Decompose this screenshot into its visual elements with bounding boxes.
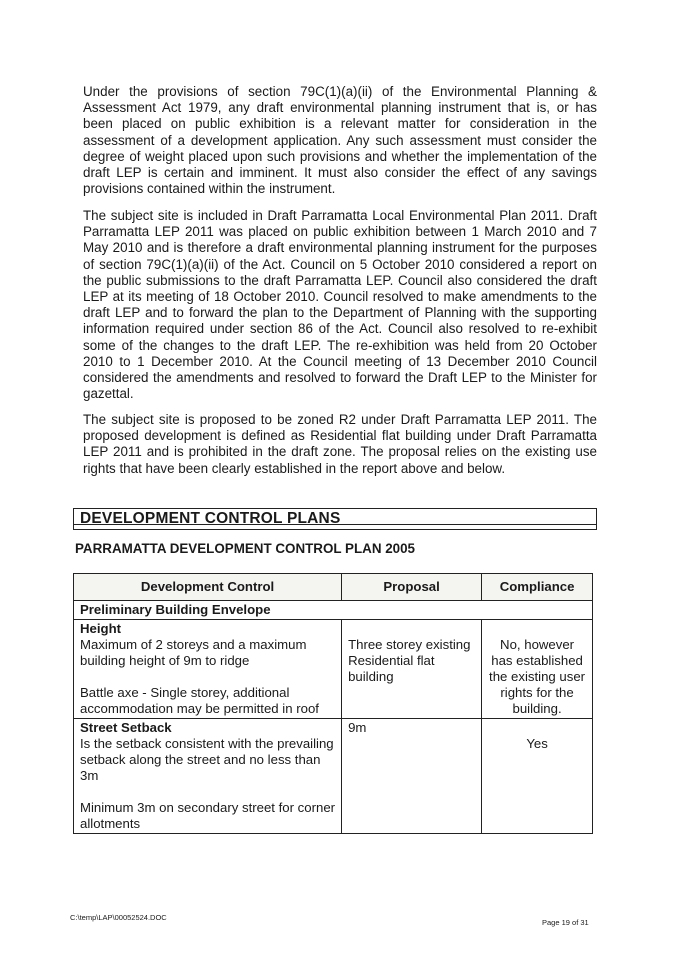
compliance-cell bbox=[482, 719, 593, 834]
proposal-cell bbox=[342, 719, 482, 834]
development-control-table bbox=[73, 573, 593, 834]
table-row bbox=[74, 620, 593, 719]
control-text: Is the setback consistent with the prevailing setback along the street and no less than 3m bbox=[80, 736, 334, 783]
compliance-text: No, however has established the existing user rights for the building. bbox=[489, 637, 586, 716]
row-title: Height bbox=[80, 621, 122, 636]
table-row bbox=[74, 719, 593, 834]
dcp-subheading: PARRAMATTA DEVELOPMENT CONTROL PLAN 2005 bbox=[75, 541, 415, 556]
control-text: Minimum 3m on secondary street for corner allotments bbox=[80, 800, 336, 831]
proposal-text: Three storey existing Residential flat building bbox=[348, 637, 471, 684]
section-title: DEVELOPMENT CONTROL PLANS bbox=[80, 510, 341, 527]
table-subsection-row bbox=[74, 601, 593, 620]
header-compliance: Compliance bbox=[482, 574, 593, 601]
subsection-label: Preliminary Building Envelope bbox=[74, 601, 593, 620]
row-title: Street Setback bbox=[80, 720, 172, 735]
header-proposal: Proposal bbox=[342, 574, 482, 601]
proposal-text: 9m bbox=[348, 720, 367, 735]
proposal-cell bbox=[342, 620, 482, 719]
footer-file-path: C:\temp\LAP\00052524.DOC bbox=[70, 913, 167, 922]
compliance-cell bbox=[482, 620, 593, 719]
header-development-control: Development Control bbox=[74, 574, 342, 601]
paragraph-zoning: The subject site is proposed to be zoned R2 under Draft Parramatta LEP 2011. The proposed development is defined as Residential flat building under Draft Parramatta LEP 2011 and is prohibited in the draft zone. The proposal relies on the existing use rights that have been clearly established in the report above and below. bbox=[83, 412, 597, 476]
paragraph-draft-epi-provisions: Under the provisions of section 79C(1)(a)(ii) of the Environmental Planning & Assessment Act 1979, any draft environmental planning instrument that is, or has been placed on public exhibition is a relevant matter for consideration in the assessment of a development application. Any such assessment must consider the degree of weight placed upon such provisions and whether the implementation of the draft LEP is certain and imminent. It must also consider the effect of any savings provisions contained within the instrument. bbox=[83, 84, 597, 197]
paragraph-draft-lep-history: The subject site is included in Draft Parramatta Local Environmental Plan 2011. Draft Parramatta LEP 2011 was placed on public exhibition between 1 March 2010 and 7 May 2010 and is therefore a draft environmental planning instrument for the purposes of section 79C(1)(a)(ii) of the Act. Council on 5 October 2010 considered a report on the public submissions to the draft Parramatta LEP. Council also considered the draft LEP at its meeting of 18 October 2010. Council resolved to make amendments to the draft LEP and to forward the plan to the Department of Planning with the supporting information required under section 86 of the Act. Council also resolved to re-exhibit some of the changes to the draft LEP. The re-exhibition was held from 20 October 2010 to 1 December 2010. At the Council meeting of 13 December 2010 Council considered the amendments and resolved to forward the Draft LEP to the Minister for gazettal. bbox=[83, 208, 597, 402]
control-cell bbox=[74, 620, 342, 719]
control-text: Battle axe - Single storey, additional accommodation may be permitted in roof bbox=[80, 685, 319, 716]
compliance-text: Yes bbox=[526, 736, 548, 751]
section-heading-box bbox=[73, 508, 597, 530]
table-header-row bbox=[74, 574, 593, 601]
control-text: Maximum of 2 storeys and a maximum building height of 9m to ridge bbox=[80, 637, 307, 668]
footer-page-number: Page 19 of 31 bbox=[542, 918, 589, 927]
control-cell bbox=[74, 719, 342, 834]
section-underline bbox=[74, 524, 596, 525]
